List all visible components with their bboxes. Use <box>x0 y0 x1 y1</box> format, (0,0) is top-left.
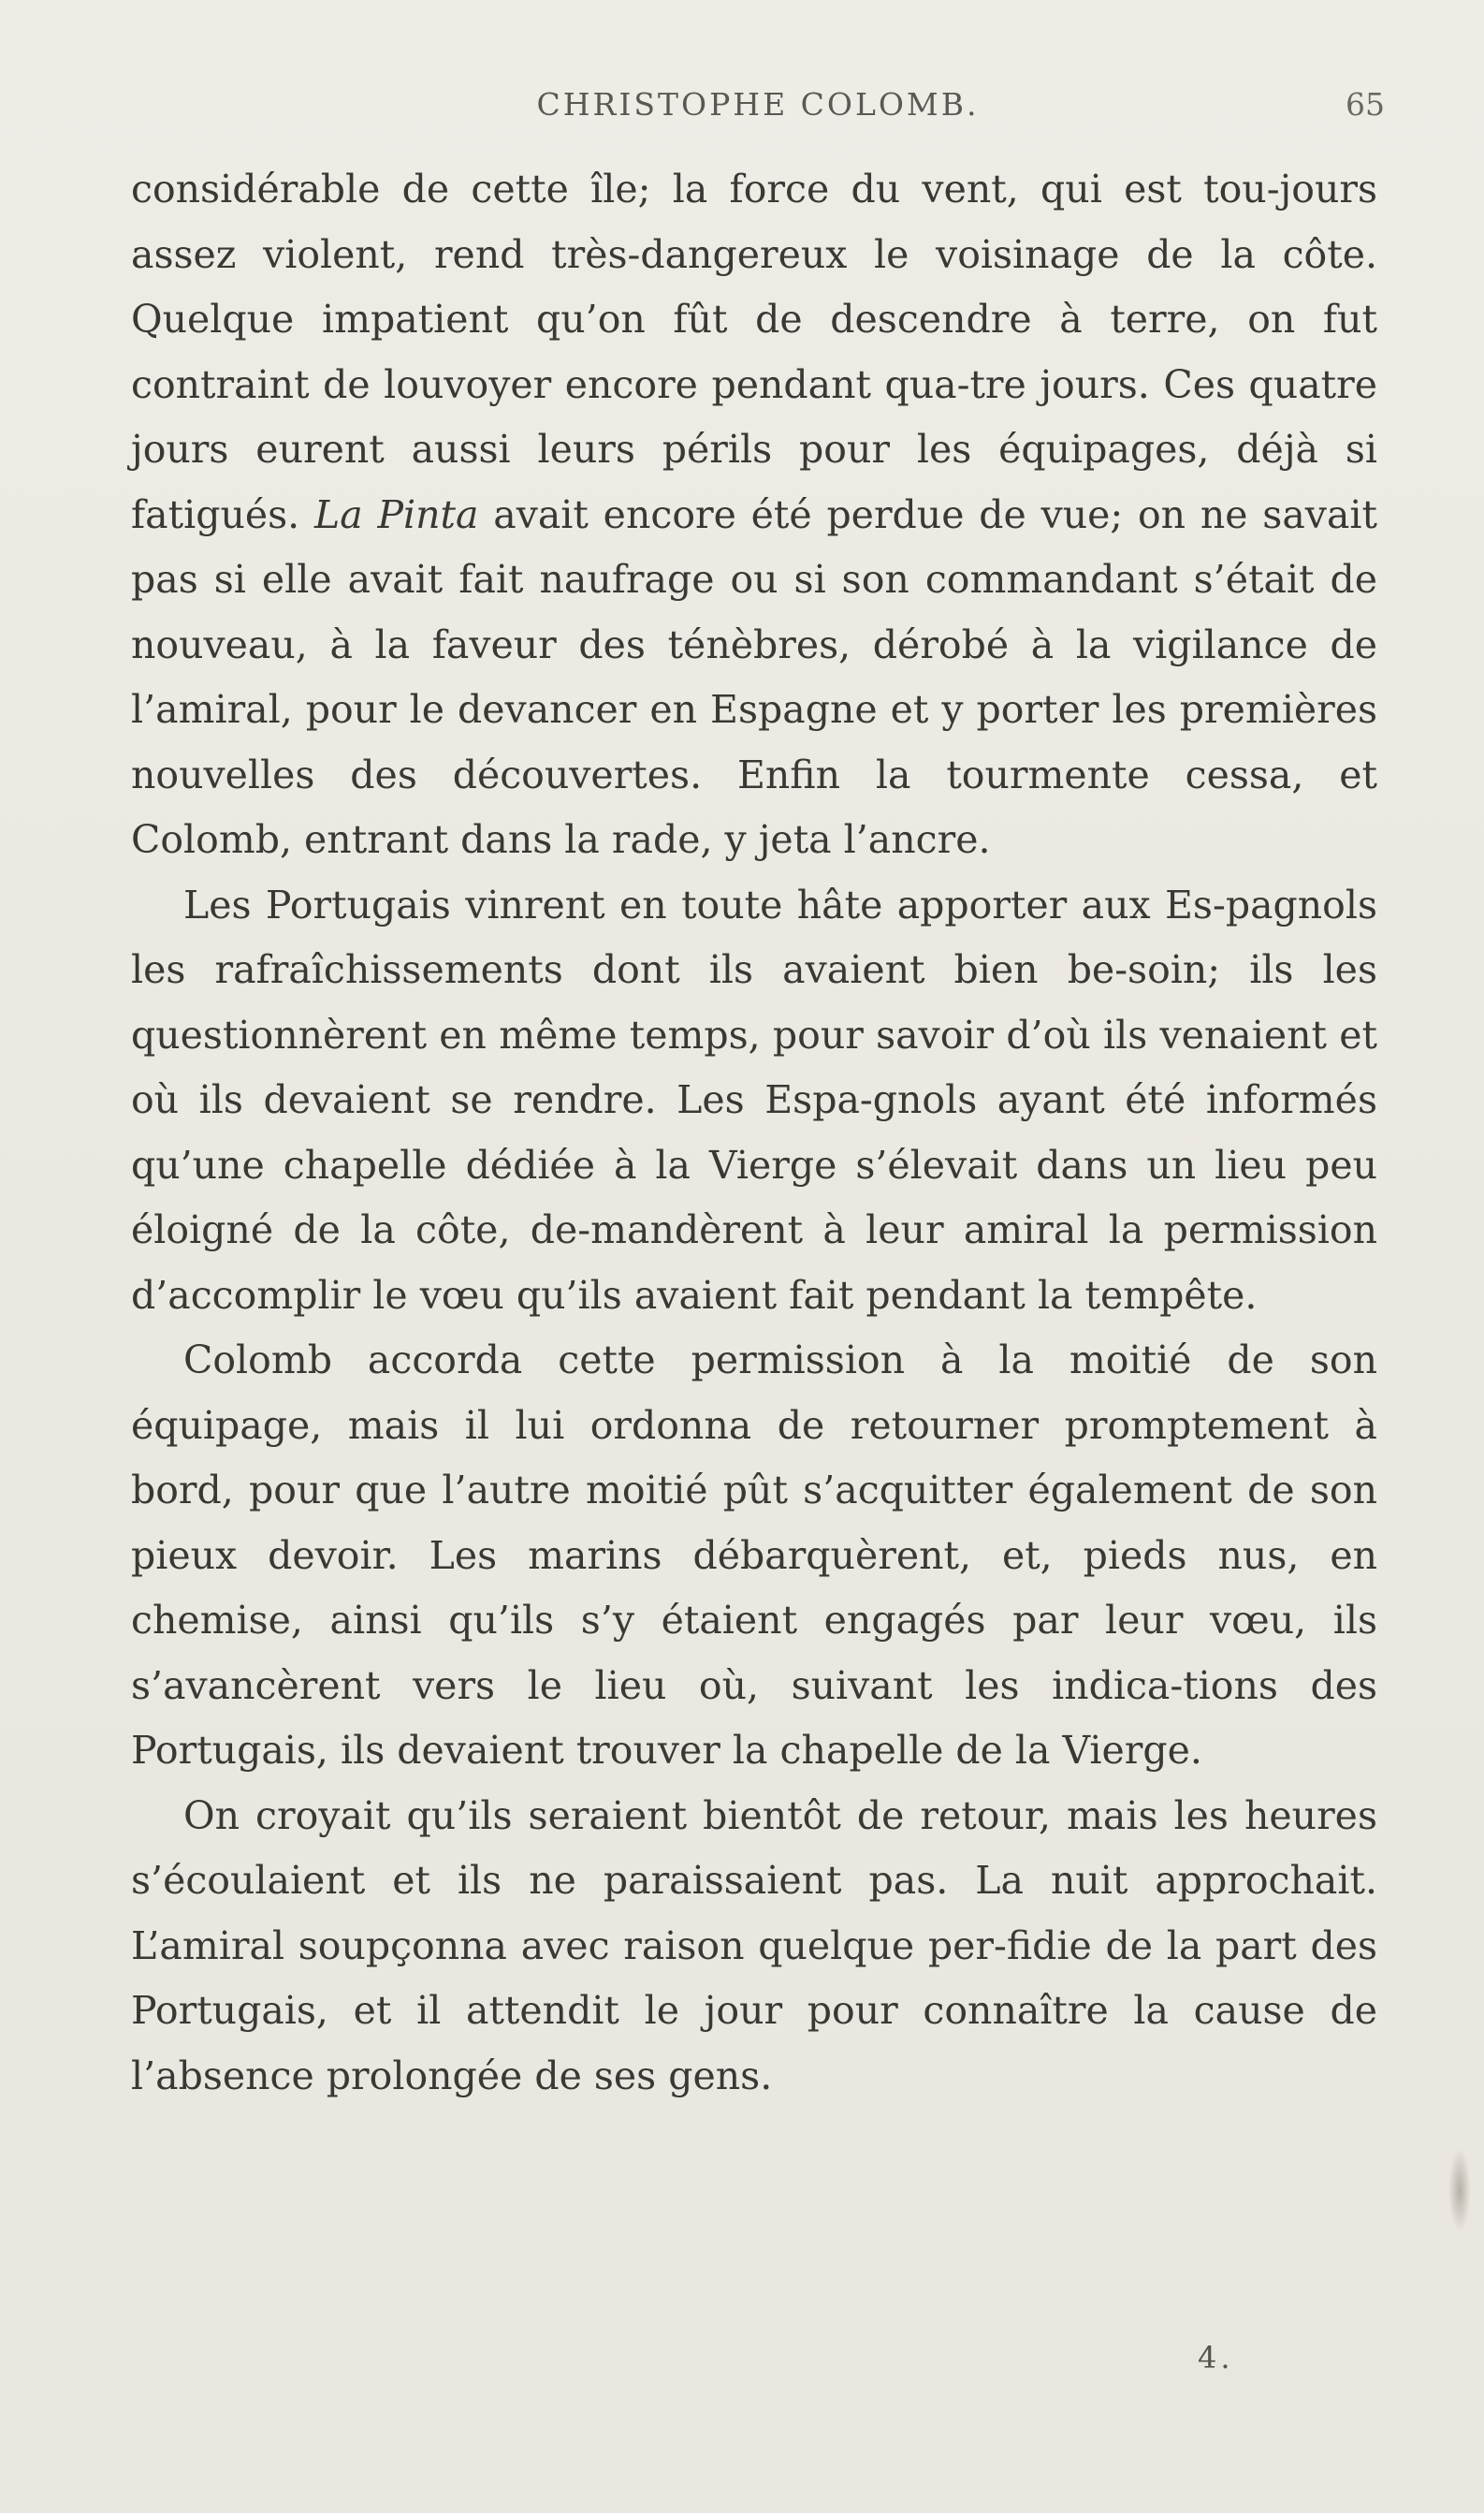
body-text <box>131 157 1377 2109</box>
page-edge-stain <box>1448 2148 1471 2232</box>
paragraph-1-text-before: considérable de cette île; la force du vent, qui est tou-jours assez violent, rend très-dangereux le voisinage de la côte. Quelque impatient qu’on fût de descendre à terre, on fut contraint de louvoyer encore pendant qua-tre jours. Ces quatre jours eurent aussi leurs périls pour les équipages, déjà si fatigués. <box>131 167 1377 537</box>
page-number: 65 <box>1346 86 1385 123</box>
paragraph-4: On croyait qu’ils seraient bientôt de retour, mais les heures s’écoulaient et ils ne paraissaient pas. La nuit approchait. L’amiral soupçonna avec raison quelque per-fidie de la part des Portugais, et il attendit le jour pour connaître la cause de l’absence prolongée de ses gens. <box>131 1792 1377 2098</box>
page-header <box>131 86 1385 129</box>
paragraph-1-text-after: avait encore été perdue de vue; on ne savait pas si elle avait fait naufrage ou si son commandant s’était de nouveau, à la faveur des ténèbres, dérobé à la vigilance de l’amiral, pour le devancer en Espagne et y porter les premières nouvelles des découvertes. Enfin la tourmente cessa, et Colomb, entrant dans la rade, y jeta l’ancre. <box>131 491 1377 862</box>
running-head: CHRISTOPHE COLOMB. <box>536 86 980 123</box>
paragraph-3: Colomb accorda cette permission à la moitié de son équipage, mais il lui ordonna de retourner promptement à bord, pour que l’autre moitié pût s’acquitter également de son pieux devoir. Les marins débarquèrent, et, pieds nus, en chemise, ainsi qu’ils s’y étaient engagés par leur vœu, ils s’avancèrent vers le lieu où, suivant les indica-tions des Portugais, ils devaient trouver la chapelle de la Vierge. <box>131 1337 1377 1773</box>
paragraph-2: Les Portugais vinrent en toute hâte apporter aux Es-pagnols les rafraîchissements dont ils avaient bien be-soin; ils les questionnèrent en même temps, pour savoir d’où ils venaient et où ils devaient se rendre. Les Espa-gnols ayant été informés qu’une chapelle dédiée à la Vierge s’élevait dans un lieu peu éloigné de la côte, de-mandèrent à leur amiral la permission d’accomplir le vœu qu’ils avaient fait pendant la tempête. <box>131 882 1377 1318</box>
signature-mark: 4. <box>1198 2340 1234 2375</box>
paragraph-1 <box>131 157 1377 873</box>
ship-name-italic: La Pinta <box>313 491 479 537</box>
